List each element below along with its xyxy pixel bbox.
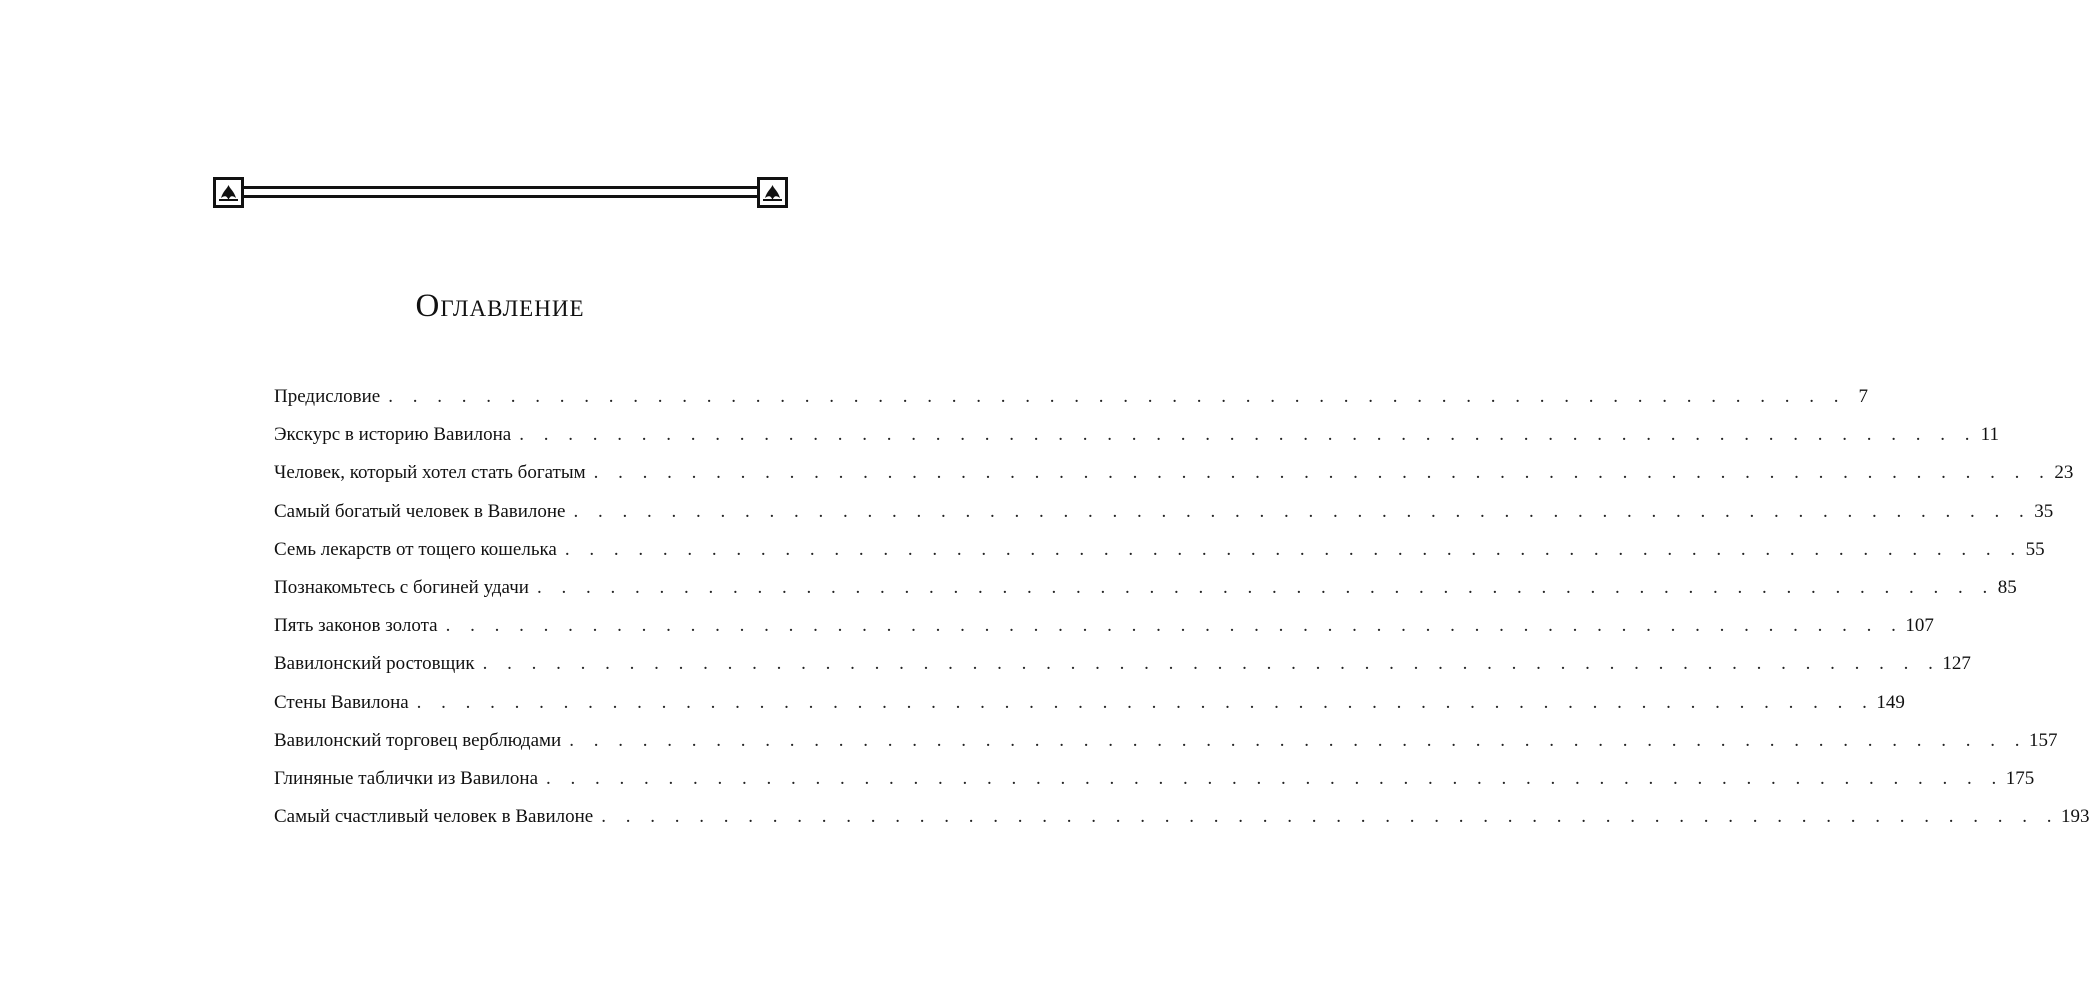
toc-entry[interactable] xyxy=(274,645,1971,683)
toc-leader-dots: . . . . . . . . . . . . . . . . . . . . . . . . . . . . . . . . . . . . . . . . . . . . . . . . . . . . . . . . . . . . xyxy=(519,424,1977,446)
toc-entry-title: Экскурс в историю Вавилона xyxy=(274,424,512,446)
toc-entry-title: Самый богатый человек в Вавилоне xyxy=(274,500,566,522)
toc-entry-title: Самый счастливый человек в Вавилоне xyxy=(274,806,594,828)
toc-entry[interactable] xyxy=(274,569,2017,607)
toc-leader-dots: . . . . . . . . . . . . . . . . . . . . . . . . . . . . . . . . . . . . . . . . . . . . . . . . . . . . . . . . . . . . xyxy=(564,538,2023,560)
toc-leader-dots: . . . . . . . . . . . . . . . . . . . . . . . . . . . . . . . . . . . . . . . . . . . . . . . . . . . . . . . . . . . . xyxy=(593,462,2052,484)
toc-entry-page: 85 xyxy=(1997,576,2017,598)
toc-entry-title: Вавилонский торговец верблюдами xyxy=(274,729,562,751)
toc-entry[interactable] xyxy=(274,531,2045,569)
toc-entry[interactable] xyxy=(274,722,2058,760)
toc-leader-dots: . . . . . . . . . . . . . . . . . . . . . . . . . . . . . . . . . . . . . . . . . . . . . . . . . . . . . . . . . . . . xyxy=(536,576,1995,598)
toc-leader-dots: . . . . . . . . . . . . . . . . . . . . . . . . . . . . . . . . . . . . . . . . . . . . . . . . . . . . . . . . . . . . xyxy=(601,806,2059,828)
toc-entry[interactable] xyxy=(274,684,1905,722)
toc-entry[interactable] xyxy=(274,760,2035,798)
toc-entry[interactable] xyxy=(274,607,1934,645)
toc-entry-page: 175 xyxy=(2005,767,2035,789)
toc-entry-title: Глиняные таблички из Вавилона xyxy=(274,767,538,789)
toc-entry-page: 157 xyxy=(2028,729,2058,751)
toc-entry-page: 107 xyxy=(1905,615,1934,637)
lotus-icon xyxy=(215,179,243,207)
toc-entry[interactable] xyxy=(274,378,1868,416)
page-title: Оглавление xyxy=(415,288,585,324)
toc-entry[interactable] xyxy=(274,798,2089,836)
header-ornament xyxy=(213,177,788,208)
toc-leader-dots: . . . . . . . . . . . . . . . . . . . . . . . . . . . . . . . . . . . . . . . . . . . . . . . . . . . . . . . . . . . . xyxy=(388,386,1846,407)
toc-entry[interactable] xyxy=(274,454,2074,492)
toc-entry-title: Пять законов золота xyxy=(274,615,438,637)
toc-leader-dots: . . . . . . . . . . . . . . . . . . . . . . . . . . . . . . . . . . . . . . . . . . . . . . . . . . . . . . . . . . . . xyxy=(573,500,2032,522)
toc-leader-dots: . . . . . . . . . . . . . . . . . . . . . . . . . . . . . . . . . . . . . . . . . . . . . . . . . . . . . . . . . . . . xyxy=(569,729,2027,751)
table-of-contents xyxy=(274,378,2089,836)
toc-entry-page: 193 xyxy=(2060,806,2089,828)
toc-entry-title: Человек, который хотел стать богатым xyxy=(274,462,586,484)
toc-leader-dots: . . . . . . . . . . . . . . . . . . . . . . . . . . . . . . . . . . . . . . . . . . . . . . . . . . . . . . . . . . . . xyxy=(482,653,1941,675)
toc-entry[interactable] xyxy=(274,416,1999,454)
toc-entry-page: 127 xyxy=(1942,653,1971,675)
lotus-icon xyxy=(759,179,787,207)
toc-entry-page: 11 xyxy=(1980,424,1999,446)
toc-entry-page: 23 xyxy=(2054,462,2074,484)
toc-entry-page: 149 xyxy=(1876,691,1905,713)
toc-entry-page: 55 xyxy=(2025,538,2045,560)
toc-leader-dots: . . . . . . . . . . . . . . . . . . . . . . . . . . . . . . . . . . . . . . . . . . . . . . . . . . . . . . . . . . . . xyxy=(445,615,1904,637)
toc-entry-title: Семь лекарств от тощего кошелька xyxy=(274,538,557,560)
toc-entry-title: Стены Вавилона xyxy=(274,691,409,713)
toc-leader-dots: . . . . . . . . . . . . . . . . . . . . . . . . . . . . . . . . . . . . . . . . . . . . . . . . . . . . . . . . . . . . xyxy=(546,767,2004,789)
toc-leader-dots: . . . . . . . . . . . . . . . . . . . . . . . . . . . . . . . . . . . . . . . . . . . . . . . . . . . . . . . . . . . . xyxy=(416,691,1875,713)
toc-entry[interactable] xyxy=(274,493,2054,531)
toc-entry-title: Познакомьтесь с богиней удачи xyxy=(274,576,529,598)
toc-entry-title: Предисловие xyxy=(274,386,381,407)
toc-entry-title: Вавилонский ростовщик xyxy=(274,653,475,675)
toc-entry-page: 35 xyxy=(2034,500,2054,522)
toc-entry-page: 7 xyxy=(1858,386,1868,407)
